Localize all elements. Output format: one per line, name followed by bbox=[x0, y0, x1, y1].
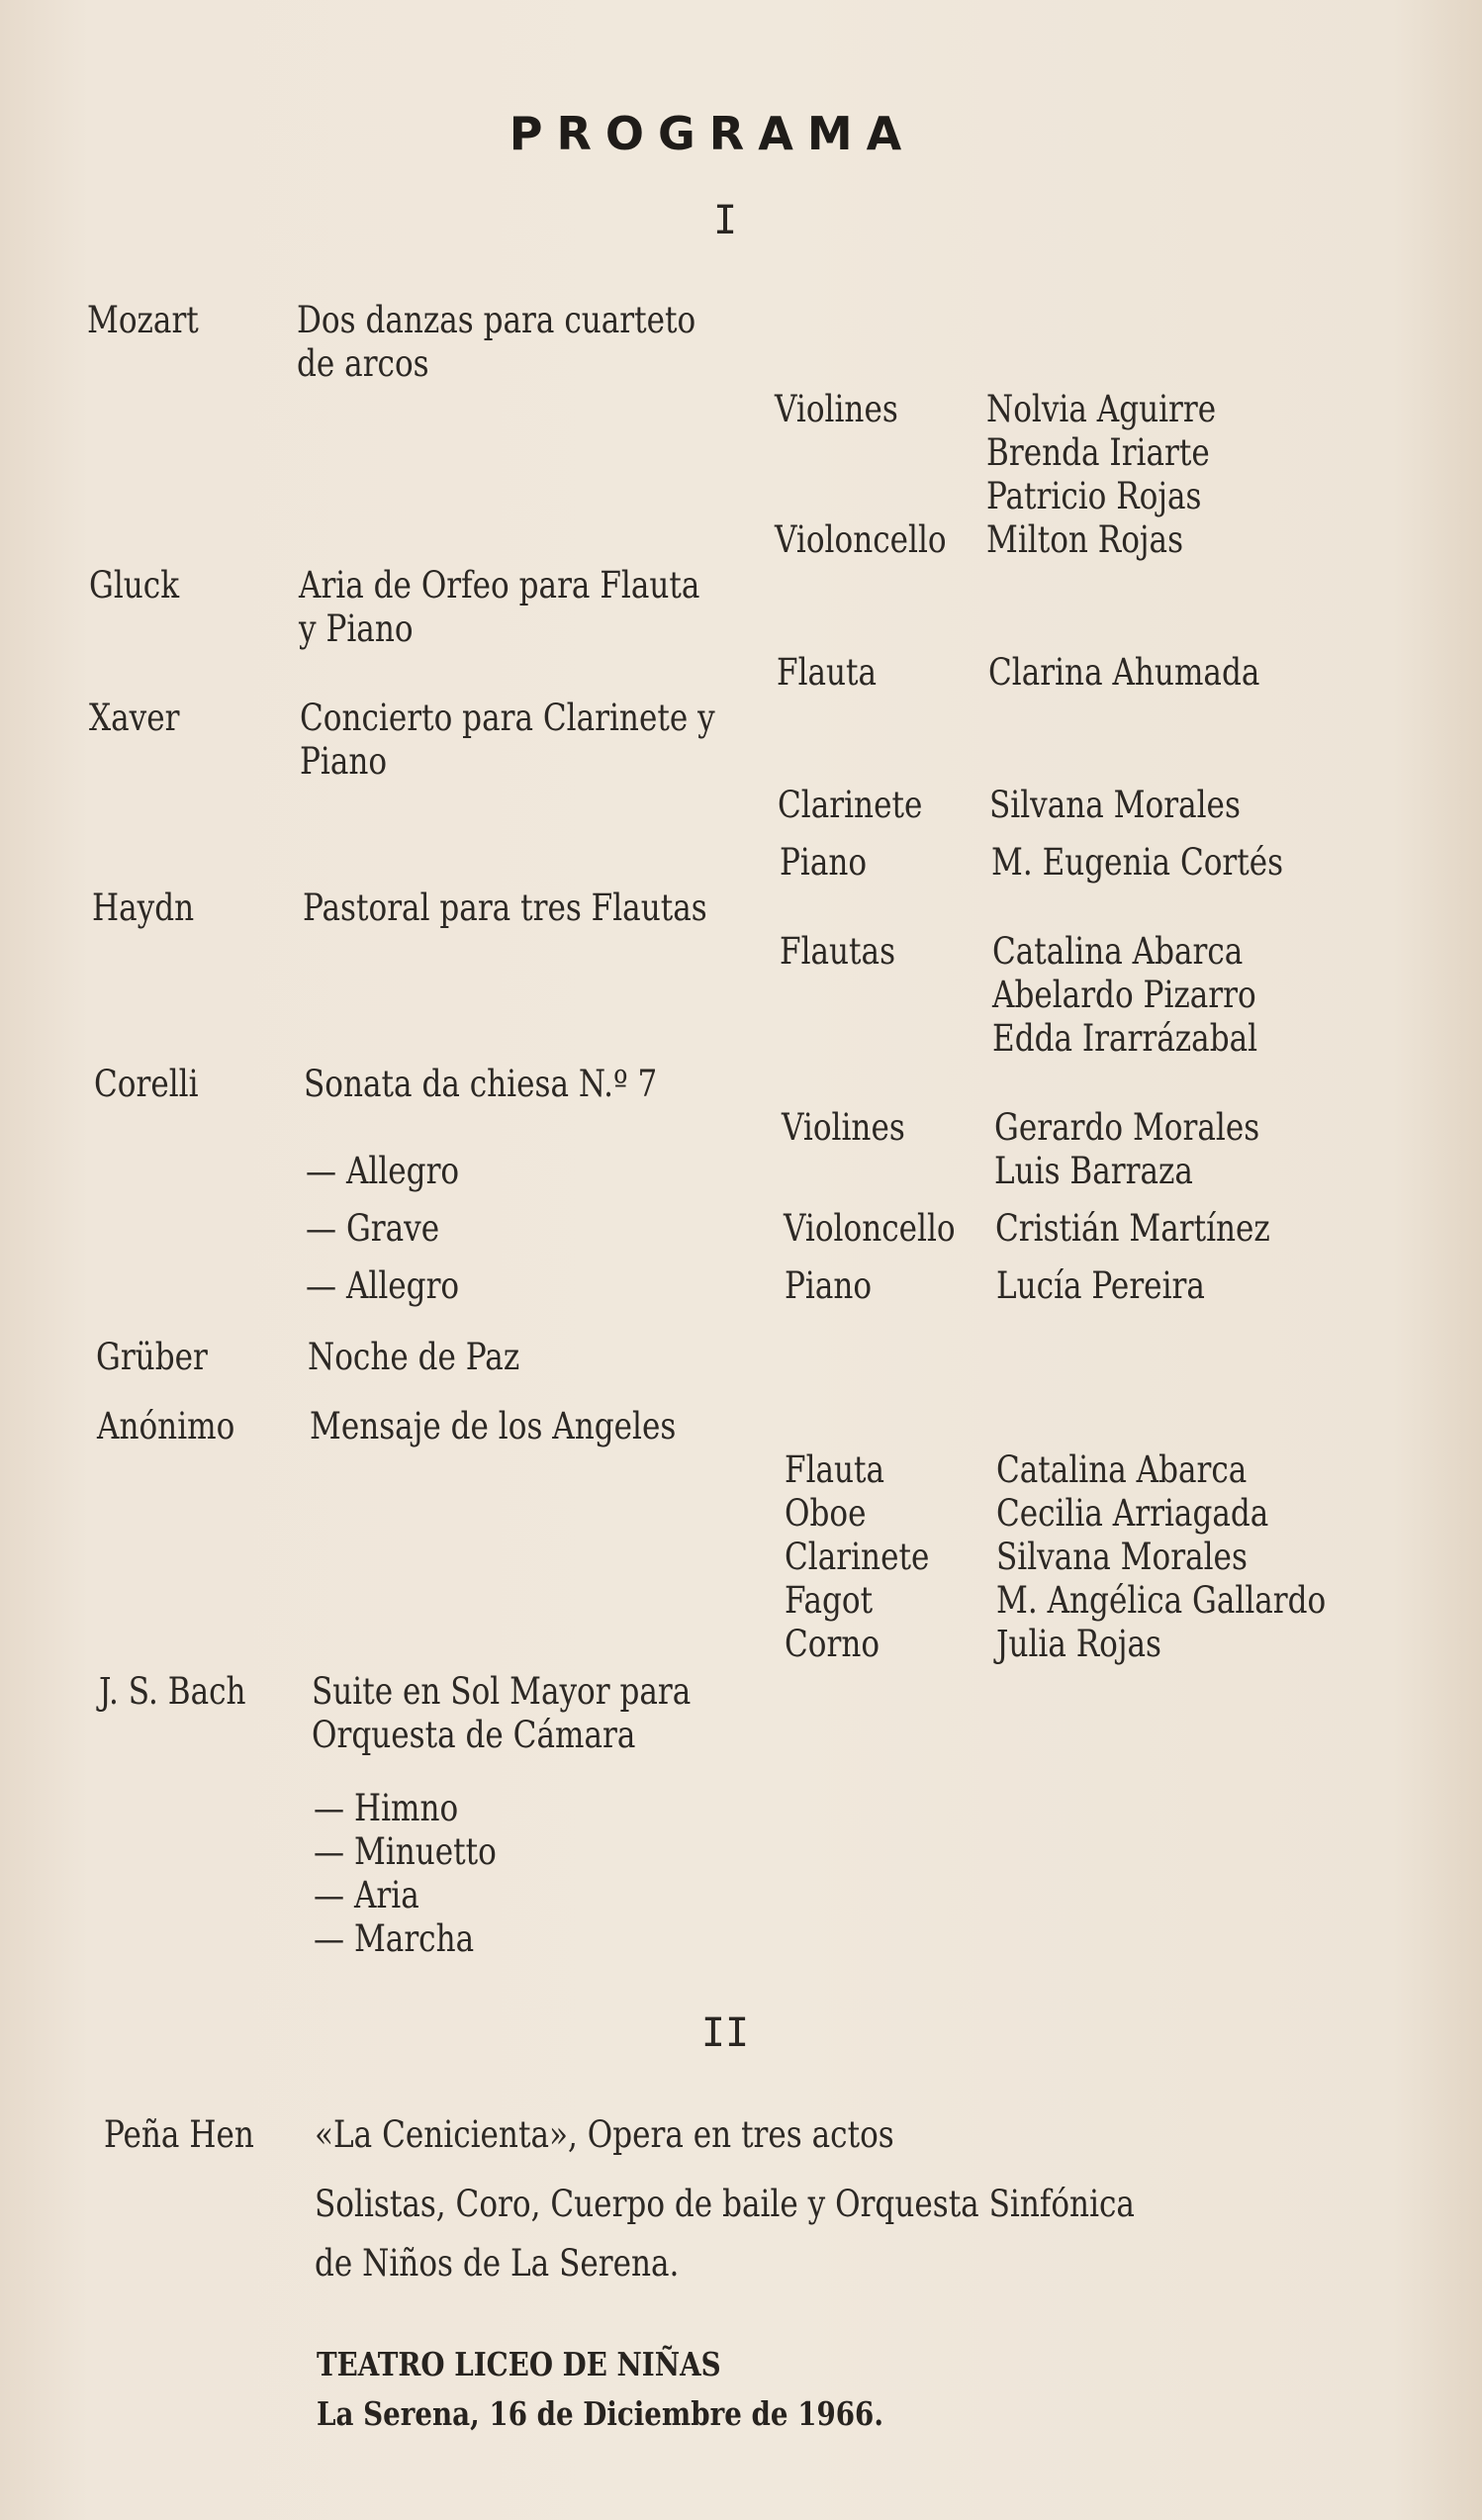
performers-description-line1: Solistas, Coro, Cuerpo de baile y Orquesta Sinfónica bbox=[315, 2183, 1135, 2225]
movement-item: — Minuetto bbox=[314, 1830, 497, 1873]
movement-item: — Grave bbox=[306, 1207, 440, 1250]
instrument-label: Piano bbox=[785, 1264, 873, 1307]
performer-name: M. Angélica Gallardo bbox=[996, 1579, 1327, 1622]
program-title: PROGRAMA bbox=[509, 107, 916, 160]
work-xaver-line1: Concierto para Clarinete y bbox=[300, 697, 715, 739]
performer-name: Catalina Abarca bbox=[996, 1448, 1248, 1491]
work-gluck-line2: y Piano bbox=[299, 607, 414, 650]
work-bach-line2: Orquesta de Cámara bbox=[312, 1714, 636, 1756]
composer-xaver: Xaver bbox=[89, 697, 180, 739]
composer-corelli: Corelli bbox=[94, 1063, 199, 1105]
composer-haydn: Haydn bbox=[92, 887, 195, 929]
instrument-label: Flautas bbox=[780, 930, 896, 973]
part-two-numeral: II bbox=[700, 2010, 750, 2056]
work-xaver-line2: Piano bbox=[300, 740, 388, 783]
work-anonimo: Mensaje de los Angeles bbox=[310, 1405, 677, 1447]
event-date: La Serena, 16 de Diciembre de 1966. bbox=[317, 2394, 883, 2433]
composer-gruber: Grüber bbox=[96, 1336, 208, 1378]
performer-name: Edda Irarrázabal bbox=[992, 1017, 1258, 1060]
composer-mozart: Mozart bbox=[87, 299, 199, 341]
instrument-label: Piano bbox=[780, 841, 868, 884]
performer-name: Abelardo Pizarro bbox=[992, 974, 1256, 1016]
work-mozart-line1: Dos danzas para cuarteto bbox=[297, 299, 696, 341]
performer-name: Catalina Abarca bbox=[992, 930, 1244, 973]
work-la-cenicienta: «La Cenicienta», Opera en tres actos bbox=[315, 2113, 894, 2156]
composer-gluck: Gluck bbox=[89, 564, 180, 607]
performer-name: M. Eugenia Cortés bbox=[991, 841, 1284, 884]
work-gruber: Noche de Paz bbox=[308, 1336, 520, 1378]
movement-item: — Allegro bbox=[306, 1150, 460, 1192]
performer-name: Cecilia Arriagada bbox=[996, 1492, 1269, 1535]
part-one-numeral: I bbox=[712, 198, 738, 243]
work-bach-line1: Suite en Sol Mayor para bbox=[312, 1670, 692, 1713]
performer-name: Lucía Pereira bbox=[996, 1264, 1205, 1307]
work-gluck-line1: Aria de Orfeo para Flauta bbox=[299, 564, 700, 607]
work-haydn: Pastoral para tres Flautas bbox=[303, 887, 707, 929]
instrument-label: Violoncello bbox=[784, 1207, 956, 1250]
performer-name: Nolvia Aguirre bbox=[986, 388, 1217, 430]
instrument-label: Clarinete bbox=[785, 1536, 930, 1578]
performer-name: Cristián Martínez bbox=[995, 1207, 1270, 1250]
instrument-label: Flauta bbox=[777, 651, 878, 694]
movement-item: — Aria bbox=[314, 1874, 419, 1916]
performer-name: Brenda Iriarte bbox=[986, 431, 1210, 474]
work-corelli: Sonata da chiesa N.º 7 bbox=[304, 1063, 658, 1105]
performer-name: Clarina Ahumada bbox=[988, 651, 1260, 694]
performer-name: Luis Barraza bbox=[994, 1150, 1193, 1192]
performer-name: Julia Rojas bbox=[996, 1623, 1162, 1665]
instrument-label: Clarinete bbox=[778, 784, 923, 826]
movement-item: — Allegro bbox=[306, 1264, 460, 1307]
instrument-label: Violoncello bbox=[775, 518, 947, 561]
performer-name: Silvana Morales bbox=[989, 784, 1241, 826]
movement-item: — Himno bbox=[314, 1787, 459, 1829]
composer-anonimo: Anónimo bbox=[97, 1405, 235, 1447]
performer-name: Silvana Morales bbox=[996, 1536, 1248, 1578]
instrument-label: Corno bbox=[785, 1623, 880, 1665]
instrument-label: Violines bbox=[782, 1106, 905, 1149]
performer-name: Milton Rojas bbox=[986, 518, 1184, 561]
performers-description-line2: de Niños de La Serena. bbox=[315, 2242, 680, 2285]
instrument-label: Violines bbox=[775, 388, 898, 430]
composer-pena-hen: Peña Hen bbox=[104, 2113, 254, 2156]
movement-item: — Marcha bbox=[314, 1917, 475, 1960]
instrument-label: Flauta bbox=[785, 1448, 885, 1491]
performer-name: Gerardo Morales bbox=[994, 1106, 1260, 1149]
work-mozart-line2: de arcos bbox=[297, 342, 429, 385]
venue: TEATRO LICEO DE NIÑAS bbox=[317, 2345, 721, 2383]
composer-bach: J. S. Bach bbox=[99, 1670, 246, 1713]
performer-name: Patricio Rojas bbox=[986, 475, 1202, 517]
instrument-label: Oboe bbox=[785, 1492, 867, 1535]
instrument-label: Fagot bbox=[785, 1579, 874, 1622]
